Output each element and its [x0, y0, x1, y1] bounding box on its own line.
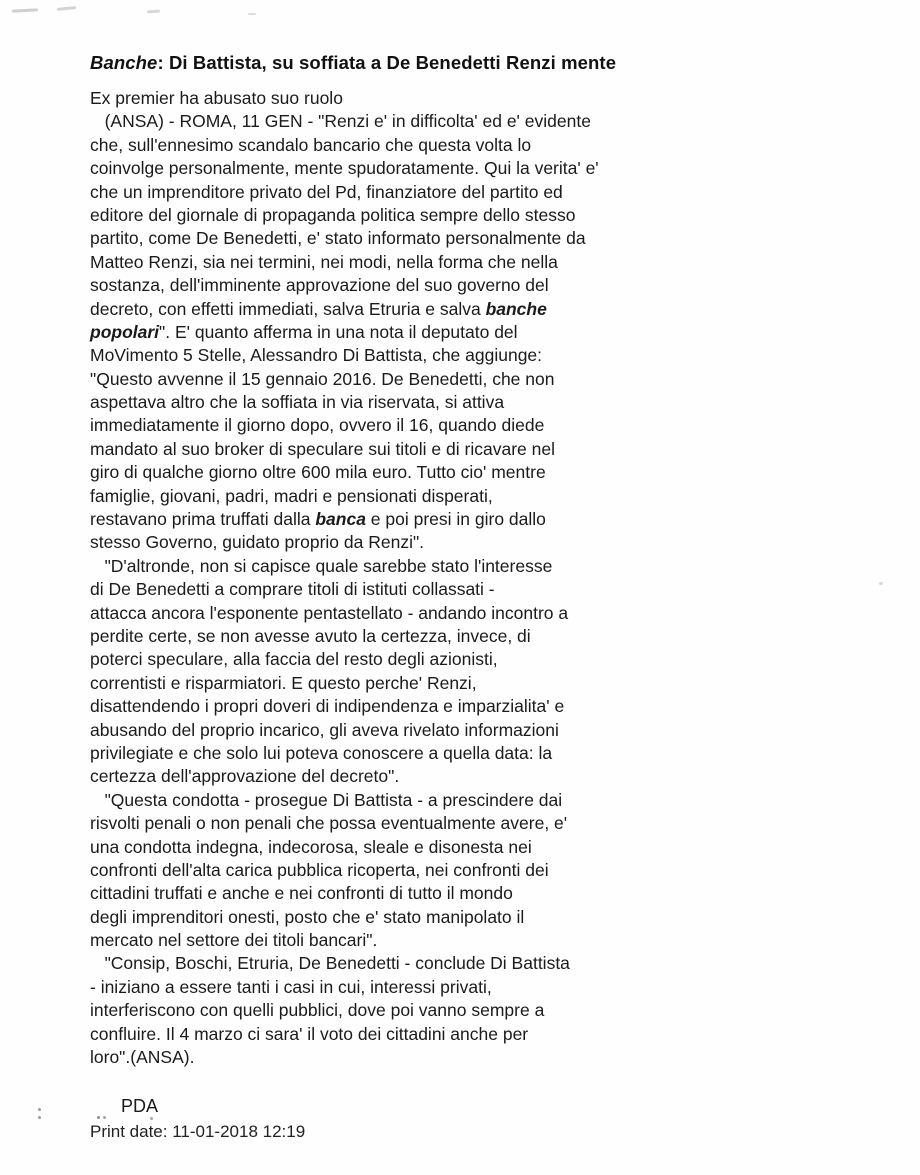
body-line — [90, 274, 599, 297]
body-line — [90, 929, 599, 952]
text-segment: "Consip, Boschi, Etruria, De Benedetti - conclude Di Battista — [90, 953, 570, 974]
text-segment: una condotta indegna, indecorosa, sleale e disonesta nei — [90, 836, 532, 857]
text-segment: MoVimento 5 Stelle, Alessandro Di Battista, che aggiunge: — [90, 345, 543, 366]
body-line — [90, 906, 599, 929]
text-segment: che, sull'ennesimo scandalo bancario che questa volta lo — [90, 134, 532, 155]
text-segment: partito, come De Benedetti, e' stato informato personalmente da — [90, 228, 586, 249]
body-line — [90, 648, 599, 671]
body-line — [90, 110, 599, 133]
emphasized-text: Banche — [90, 52, 158, 74]
text-segment: di De Benedetti a comprare titoli di istituti collassati - — [90, 579, 495, 600]
scan-artifact — [150, 1117, 153, 1120]
text-segment: famiglie, giovani, padri, madri e pensionati disperati, — [90, 485, 493, 506]
text-segment: ". E' quanto afferma in una nota il deputato del — [159, 321, 518, 342]
text-segment: "Questo avvenne il 15 gennaio 2016. De Benedetti, che non — [90, 368, 555, 389]
body-line — [90, 812, 599, 835]
body-line — [90, 391, 599, 414]
body-line — [90, 1046, 599, 1069]
text-segment: Matteo Renzi, sia nei termini, nei modi, nella forma che nella — [90, 251, 558, 272]
body-line — [90, 625, 599, 648]
scan-artifact — [38, 1108, 41, 1111]
text-segment: Ex premier ha abusato suo ruolo — [90, 88, 343, 108]
body-line — [90, 414, 599, 437]
article-title — [90, 52, 616, 74]
body-line — [90, 531, 599, 554]
body-line — [90, 181, 599, 204]
scan-artifact — [12, 8, 38, 12]
scan-artifact — [57, 6, 76, 11]
scan-artifact — [879, 582, 883, 585]
footer-print-date: Print date: 11-01-2018 12:19 — [90, 1122, 306, 1141]
text-segment: (ANSA) - ROMA, 11 GEN - "Renzi e' in difficolta' ed e' evidente — [90, 111, 591, 132]
text-segment: stesso Governo, guidato proprio da Renzi". — [90, 532, 425, 553]
article-body — [90, 87, 599, 1069]
text-segment: mercato nel settore dei titoli bancari". — [90, 930, 378, 951]
text-segment: e poi presi in giro dallo — [365, 509, 546, 530]
body-line — [90, 87, 599, 110]
text-segment: che un imprenditore privato del Pd, finanziatore del partito ed — [90, 181, 563, 202]
text-segment: editore del giornale di propaganda politica sempre dello stesso — [90, 204, 576, 225]
text-segment: interferiscono con quelli pubblici, dove poi vanno sempre a — [90, 1000, 545, 1021]
body-line — [90, 251, 599, 274]
body-line — [90, 742, 599, 765]
body-line — [90, 508, 599, 531]
body-line — [90, 836, 599, 859]
text-segment: perdite certe, se non avesse avuto la certezza, invece, di — [90, 625, 531, 646]
body-line — [90, 298, 599, 321]
text-segment: confronti dell'alta carica pubblica ricoperta, nei confronti dei — [90, 859, 549, 880]
body-line — [90, 999, 599, 1022]
body-line — [90, 204, 599, 227]
text-segment: sostanza, dell'imminente approvazione del suo governo del — [90, 275, 549, 296]
text-segment: poterci speculare, alla faccia del resto degli azionisti, — [90, 649, 498, 670]
text-segment: : Di Battista, su soffiata a De Benedetti Renzi mente — [157, 52, 617, 74]
body-line — [90, 765, 599, 788]
text-segment: cittadini truffati e anche e nei confronti di tutto il mondo — [90, 883, 513, 904]
emphasized-text: banche — [485, 298, 547, 319]
body-line — [90, 227, 599, 250]
text-segment: decreto, con effetti immediati, salva Etruria e salva — [90, 298, 486, 319]
body-line — [90, 157, 599, 180]
text-segment: privilegiate e che solo lui poteva conoscere a quella data: la — [90, 742, 553, 763]
body-line — [90, 952, 599, 975]
text-segment: disattendendo i propri doveri di indipendenza e imparzialita' e — [90, 696, 565, 717]
body-line — [90, 368, 599, 391]
text-segment: degli imprenditori onesti, posto che e' stato manipolato il — [90, 906, 525, 927]
text-segment: coinvolge personalmente, mente spudoratamente. Qui la verita' e' — [90, 158, 599, 179]
body-line — [90, 578, 599, 601]
body-line — [90, 672, 599, 695]
body-line — [90, 555, 599, 578]
text-segment: risvolti penali o non penali che possa eventualmente avere, e' — [90, 813, 568, 834]
scan-artifact — [147, 10, 160, 14]
text-segment: restavano prima truffati dalla — [90, 509, 316, 530]
body-line — [90, 789, 599, 812]
text-segment: "D'altronde, non si capisce quale sarebbe stato l'interesse — [90, 555, 553, 576]
text-segment: mandato al suo broker di speculare sui titoli e di ricavare nel — [90, 438, 555, 459]
body-line — [90, 1023, 599, 1046]
body-line — [90, 461, 599, 484]
text-segment: certezza dell'approvazione del decreto". — [90, 766, 400, 787]
text-segment: abusando del proprio incarico, gli aveva rivelato informazioni — [90, 719, 559, 740]
body-line — [90, 602, 599, 625]
text-segment: correntisti e risparmiatori. E questo perche' Renzi, — [90, 672, 477, 693]
body-line — [90, 321, 599, 344]
emphasized-text: banca — [315, 509, 366, 530]
text-segment: - iniziano a essere tanti i casi in cui, interessi privati, — [90, 976, 492, 997]
scan-artifact — [248, 13, 256, 15]
emphasized-text: popolari — [90, 321, 160, 342]
scan-artifact — [97, 1116, 100, 1119]
text-segment: loro".(ANSA). — [90, 1047, 195, 1068]
body-line — [90, 485, 599, 508]
body-line — [90, 695, 599, 718]
text-segment: immediatamente il giorno dopo, ovvero il 16, quando diede — [90, 415, 545, 436]
body-line — [90, 976, 599, 999]
body-line — [90, 344, 599, 367]
body-line — [90, 859, 599, 882]
body-line — [90, 134, 599, 157]
text-segment: attacca ancora l'esponente pentastellato - andando incontro a — [90, 602, 569, 623]
footer-author: PDA — [121, 1096, 159, 1116]
text-segment: "Questa condotta - prosegue Di Battista - a prescindere dai — [90, 789, 563, 810]
text-segment: giro di qualche giorno oltre 600 mila euro. Tutto cio' mentre — [90, 462, 546, 483]
body-line — [90, 438, 599, 461]
text-segment: confluire. Il 4 marzo ci sara' il voto dei cittadini anche per — [90, 1023, 529, 1044]
body-line — [90, 719, 599, 742]
text-segment: aspettava altro che la soffiata in via riservata, si attiva — [90, 392, 505, 413]
body-line — [90, 882, 599, 905]
